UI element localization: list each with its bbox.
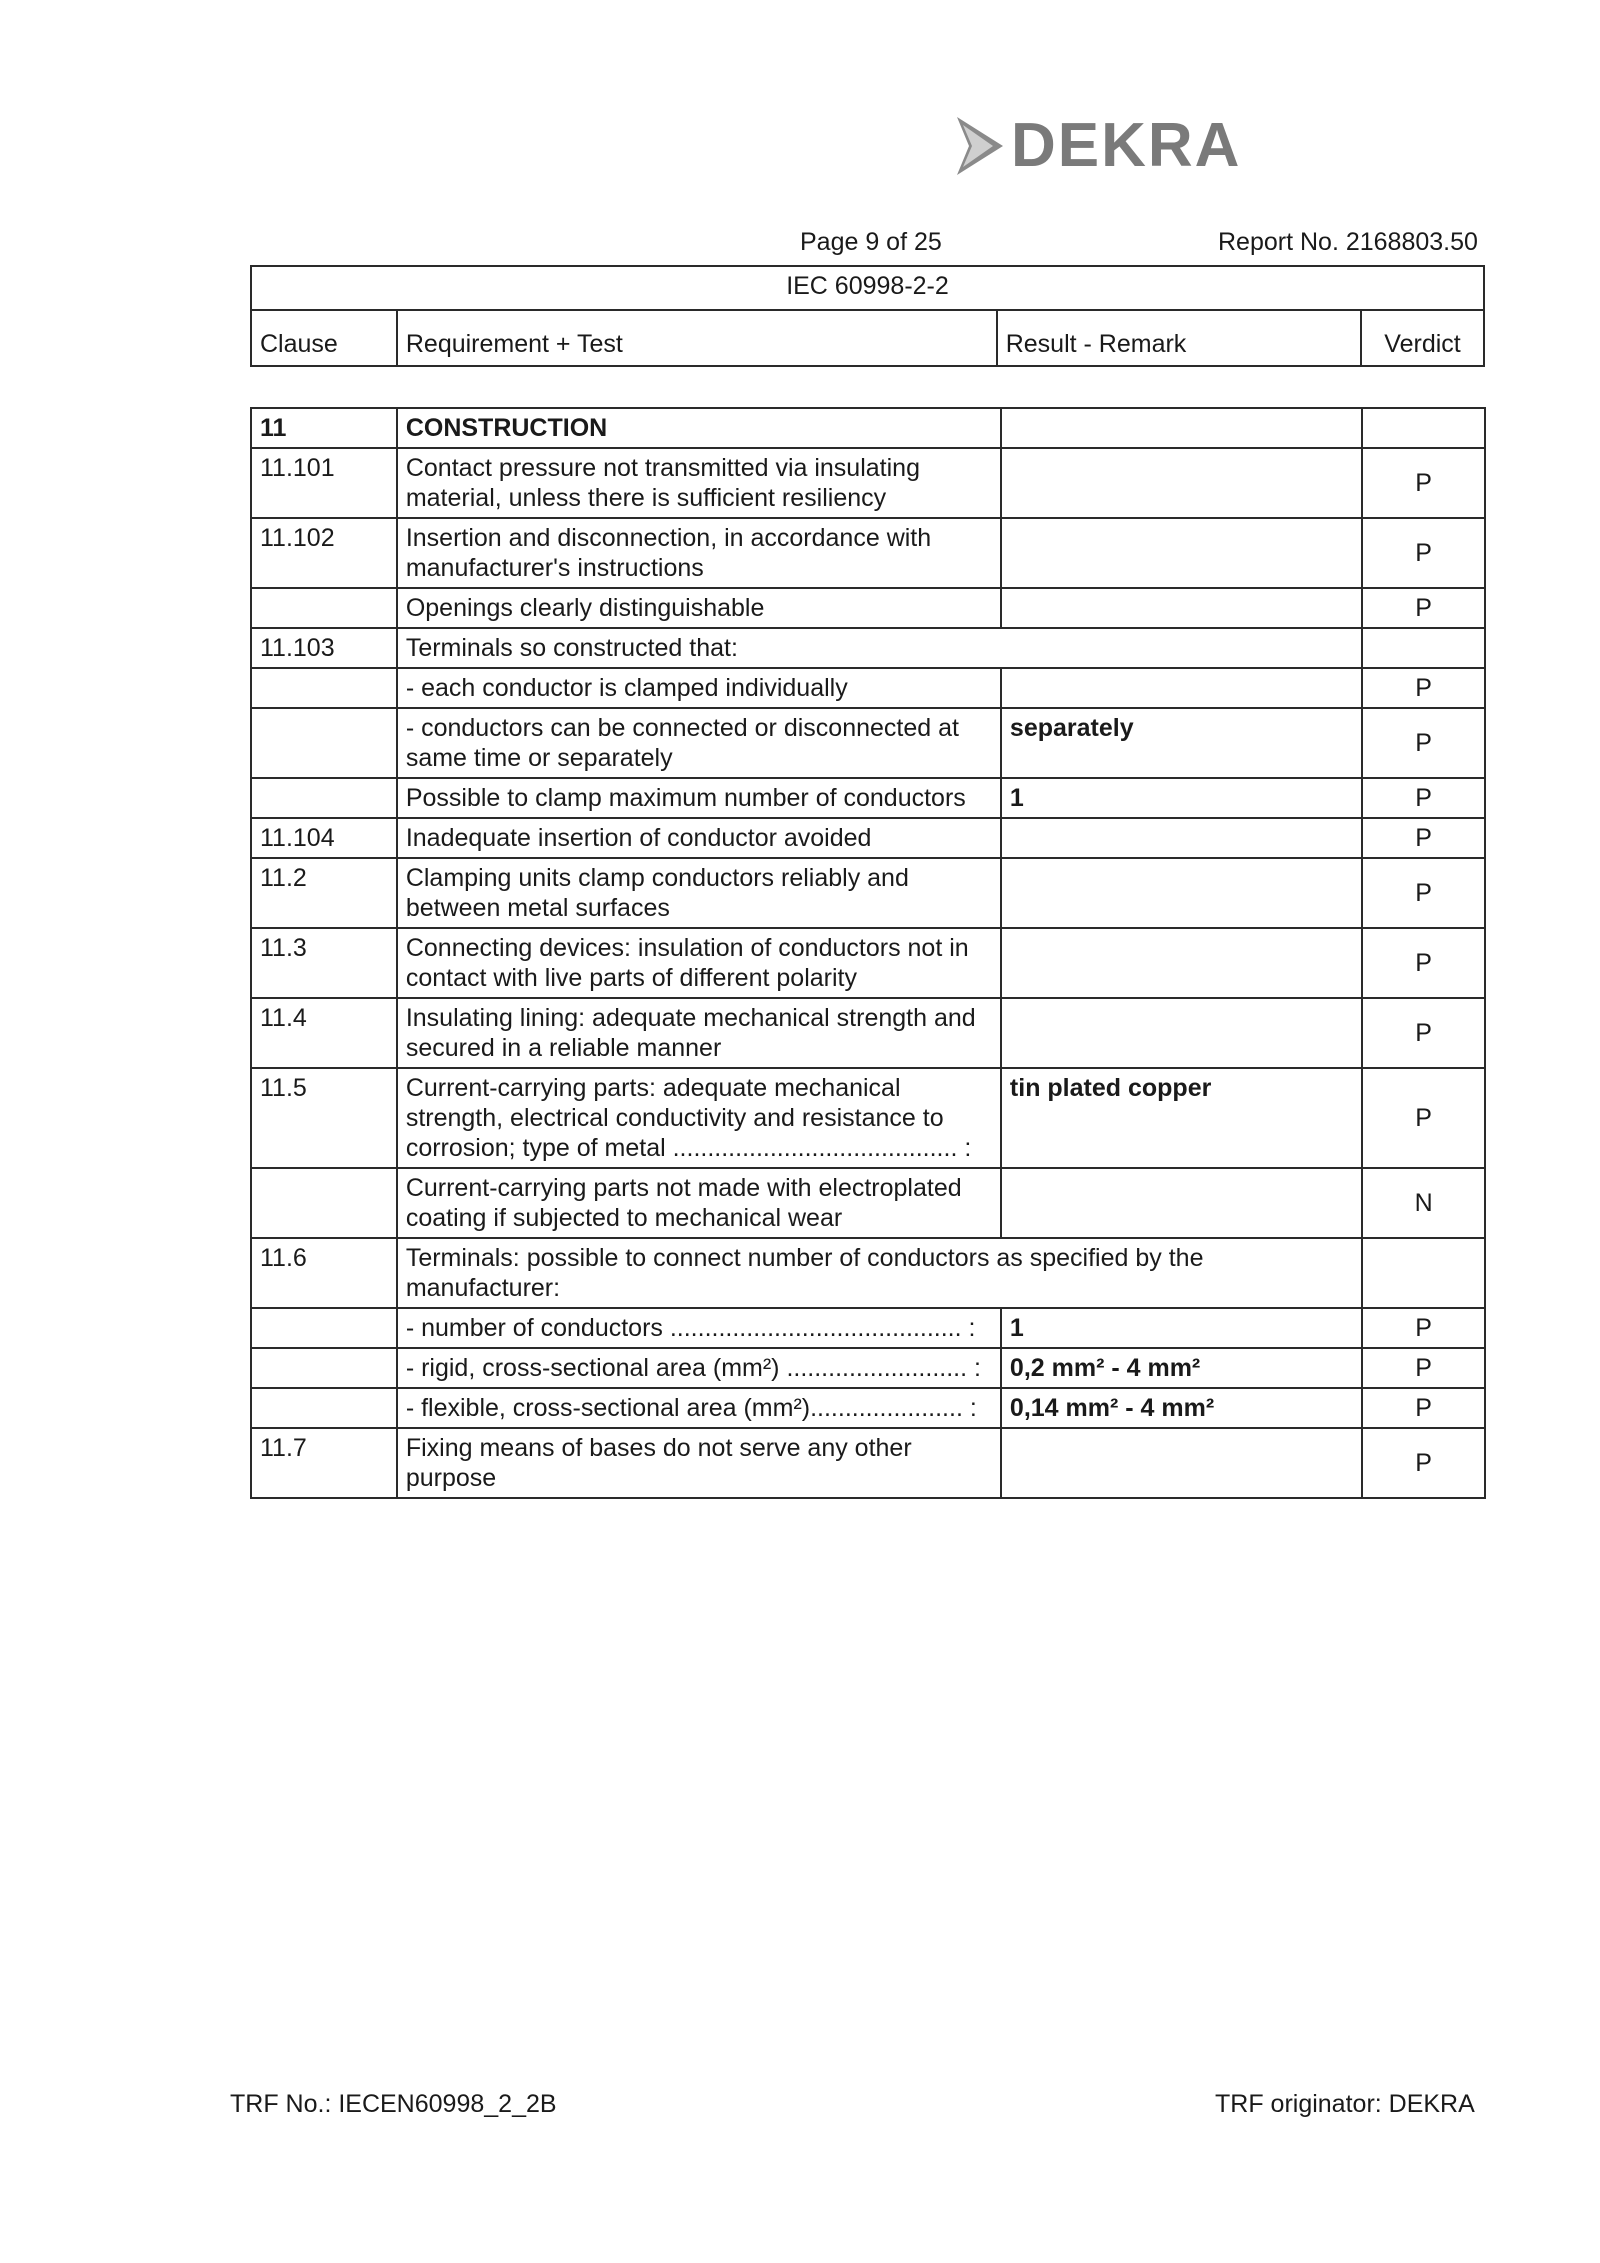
clause-cell: 11.3 <box>251 928 397 998</box>
requirement-cell: Insertion and disconnection, in accordance with manufacturer's instructions <box>397 518 1001 588</box>
requirement-cell: - conductors can be connected or disconnected at same time or separately <box>397 708 1001 778</box>
requirement-cell: - each conductor is clamped individually <box>397 668 1001 708</box>
header-table <box>250 265 1485 367</box>
verdict-cell <box>1362 628 1485 668</box>
table-row <box>251 1348 1485 1388</box>
clause-cell: 11.7 <box>251 1428 397 1498</box>
verdict-cell: P <box>1362 1428 1485 1498</box>
column-header-verdict: Verdict <box>1361 310 1484 366</box>
remark-cell: 0,14 mm² - 4 mm² <box>1001 1388 1362 1428</box>
test-results-table <box>250 407 1486 1499</box>
remark-cell <box>1001 518 1362 588</box>
verdict-cell: P <box>1362 708 1485 778</box>
verdict-cell: N <box>1362 1168 1485 1238</box>
requirement-cell: CONSTRUCTION <box>397 408 1001 448</box>
requirement-cell: Terminals: possible to connect number of conductors as specified by the manufacturer: <box>397 1238 1362 1308</box>
verdict-cell: P <box>1362 1388 1485 1428</box>
table-row <box>251 778 1485 818</box>
dekra-arrow-icon <box>955 115 1005 177</box>
standard-title: IEC 60998-2-2 <box>251 266 1484 310</box>
verdict-cell: P <box>1362 1348 1485 1388</box>
requirement-cell: Possible to clamp maximum number of conductors <box>397 778 1001 818</box>
clause-cell <box>251 588 397 628</box>
clause-cell <box>251 708 397 778</box>
table-row <box>251 1238 1485 1308</box>
verdict-cell: P <box>1362 448 1485 518</box>
table-row <box>251 928 1485 998</box>
table-row <box>251 1308 1485 1348</box>
table-row <box>251 818 1485 858</box>
requirement-cell: Insulating lining: adequate mechanical strength and secured in a reliable manner <box>397 998 1001 1068</box>
verdict-cell: P <box>1362 1068 1485 1168</box>
requirement-cell: Current-carrying parts not made with electroplated coating if subjected to mechanical wear <box>397 1168 1001 1238</box>
remark-cell <box>1001 818 1362 858</box>
page-number: Page 9 of 25 <box>800 228 942 256</box>
clause-cell <box>251 778 397 818</box>
verdict-cell: P <box>1362 588 1485 628</box>
table-row <box>251 628 1485 668</box>
verdict-cell: P <box>1362 518 1485 588</box>
table-row <box>251 518 1485 588</box>
remark-cell <box>1001 998 1362 1068</box>
remark-cell <box>1001 1168 1362 1238</box>
report-number: Report No. 2168803.50 <box>1218 228 1478 256</box>
clause-cell <box>251 668 397 708</box>
verdict-cell <box>1362 1238 1485 1308</box>
clause-cell <box>251 1168 397 1238</box>
remark-cell <box>1001 588 1362 628</box>
requirement-cell: - rigid, cross-sectional area (mm²) .......................... : <box>397 1348 1001 1388</box>
column-header-clause: Clause <box>251 310 397 366</box>
clause-cell: 11.103 <box>251 628 397 668</box>
clause-cell: 11.4 <box>251 998 397 1068</box>
requirement-cell: Inadequate insertion of conductor avoided <box>397 818 1001 858</box>
remark-cell: tin plated copper <box>1001 1068 1362 1168</box>
clause-cell: 11.2 <box>251 858 397 928</box>
table-row <box>251 448 1485 518</box>
table-row <box>251 1168 1485 1238</box>
verdict-cell: P <box>1362 858 1485 928</box>
clause-cell: 11 <box>251 408 397 448</box>
trf-originator: TRF originator: DEKRA <box>1215 2090 1475 2118</box>
requirement-cell: Current-carrying parts: adequate mechanical strength, electrical conductivity and resistance to corrosion; type of metal ......................................... : <box>397 1068 1001 1168</box>
table-row <box>251 408 1485 448</box>
column-header-remark: Result - Remark <box>997 310 1361 366</box>
clause-cell <box>251 1388 397 1428</box>
table-row <box>251 708 1485 778</box>
remark-cell <box>1001 1428 1362 1498</box>
clause-cell: 11.102 <box>251 518 397 588</box>
table-row <box>251 1068 1485 1168</box>
dekra-logo-text: DEKRA <box>1011 111 1242 180</box>
remark-cell <box>1001 408 1362 448</box>
clause-cell: 11.5 <box>251 1068 397 1168</box>
requirement-cell: - number of conductors .......................................... : <box>397 1308 1001 1348</box>
table-row <box>251 998 1485 1068</box>
verdict-cell <box>1362 408 1485 448</box>
remark-cell: 1 <box>1001 1308 1362 1348</box>
clause-cell: 11.101 <box>251 448 397 518</box>
requirement-cell: Openings clearly distinguishable <box>397 588 1001 628</box>
remark-cell: 1 <box>1001 778 1362 818</box>
remark-cell <box>1001 448 1362 518</box>
verdict-cell: P <box>1362 998 1485 1068</box>
remark-cell: separately <box>1001 708 1362 778</box>
requirement-cell: Clamping units clamp conductors reliably and between metal surfaces <box>397 858 1001 928</box>
table-row <box>251 858 1485 928</box>
table-row <box>251 588 1485 628</box>
table-row <box>251 1388 1485 1428</box>
verdict-cell: P <box>1362 668 1485 708</box>
verdict-cell: P <box>1362 928 1485 998</box>
column-header-requirement: Requirement + Test <box>397 310 997 366</box>
remark-cell <box>1001 668 1362 708</box>
verdict-cell: P <box>1362 1308 1485 1348</box>
remark-cell <box>1001 928 1362 998</box>
requirement-cell: Fixing means of bases do not serve any other purpose <box>397 1428 1001 1498</box>
dekra-logo <box>955 110 1241 181</box>
remark-cell <box>1001 858 1362 928</box>
clause-cell <box>251 1308 397 1348</box>
clause-cell: 11.6 <box>251 1238 397 1308</box>
requirement-cell: Connecting devices: insulation of conductors not in contact with live parts of different polarity <box>397 928 1001 998</box>
clause-cell: 11.104 <box>251 818 397 858</box>
verdict-cell: P <box>1362 778 1485 818</box>
remark-cell: 0,2 mm² - 4 mm² <box>1001 1348 1362 1388</box>
verdict-cell: P <box>1362 818 1485 858</box>
requirement-cell: Contact pressure not transmitted via insulating material, unless there is sufficient resiliency <box>397 448 1001 518</box>
trf-number: TRF No.: IECEN60998_2_2B <box>230 2090 557 2118</box>
requirement-cell: - flexible, cross-sectional area (mm²)...................... : <box>397 1388 1001 1428</box>
requirement-cell: Terminals so constructed that: <box>397 628 1362 668</box>
clause-cell <box>251 1348 397 1388</box>
table-row <box>251 1428 1485 1498</box>
table-row <box>251 668 1485 708</box>
